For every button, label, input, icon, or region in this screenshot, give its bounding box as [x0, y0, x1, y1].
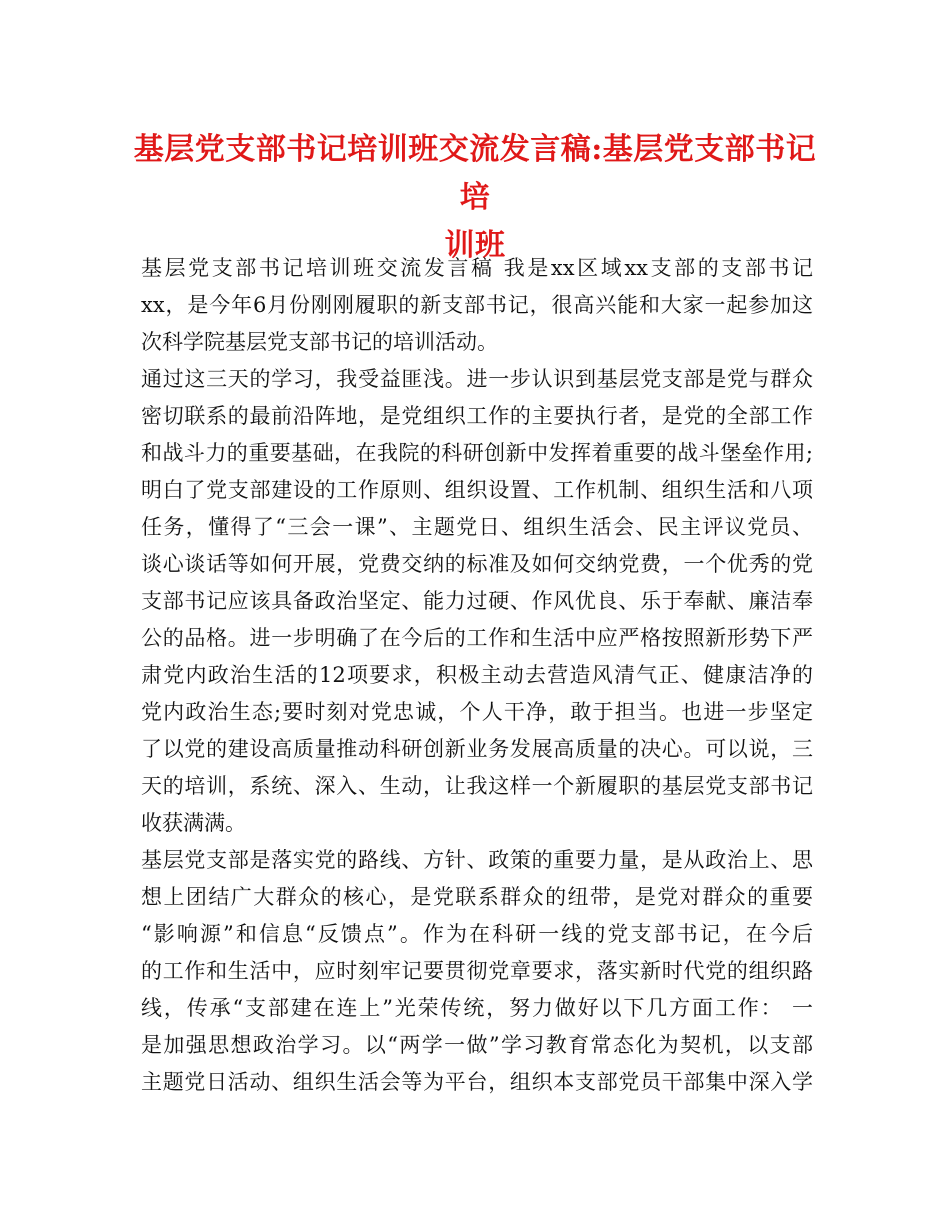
body-line: 了以党的建设高质量推动科研创新业务发展高质量的决心。可以说，三 [141, 737, 813, 761]
body-line: “影响源”和信息“反馈点”。作为在科研一线的党支部书记，在今后 [141, 922, 813, 946]
body-line: 主题党日活动、组织生活会等为平台，组织本支部党员干部集中深入学 [141, 1070, 813, 1094]
body-line: 通过这三天的学习，我受益匪浅。进一步认识到基层党支部是党与群众 [141, 367, 813, 391]
body-line: 天的培训，系统、深入、生动，让我这样一个新履职的基层党支部书记 [141, 774, 813, 798]
body-line: 公的品格。进一步明确了在今后的工作和生活中应严格按照新形势下严 [141, 626, 813, 650]
body-line: 想上团结广大群众的核心，是党联系群众的纽带，是党对群众的重要 [141, 885, 813, 909]
title-line-2: 训班 [444, 228, 506, 263]
body-line: 党内政治生态;要时刻对党忠诚，个人干净，敢于担当。也进一步坚定 [141, 700, 813, 724]
body-line: 基层党支部是落实党的路线、方针、政策的重要力量，是从政治上、思 [141, 848, 813, 872]
body-line: 基层党支部书记培训班交流发言稿 我是xx区域xx支部的支部书记 [141, 256, 813, 280]
body-line: 明白了党支部建设的工作原则、组织设置、工作机制、组织生活和八项 [141, 478, 813, 502]
body-line: 任务，懂得了“三会一课”、主题党日、组织生活会、民主评议党员、 [141, 515, 813, 539]
body-line: 是加强思想政治学习。以“两学一做”学习教育常态化为契机，以支部 [141, 1033, 813, 1057]
body-line: 密切联系的最前沿阵地，是党组织工作的主要执行者，是党的全部工作 [141, 404, 813, 428]
body-line: 肃党内政治生活的12项要求，积极主动去营造风清气正、健康洁净的 [141, 663, 813, 687]
body-line: 支部书记应该具备政治坚定、能力过硬、作风优良、乐于奉献、廉洁奉 [141, 589, 813, 613]
body-line: 和战斗力的重要基础，在我院的科研创新中发挥着重要的战斗堡垒作用; [141, 441, 813, 465]
body-line: 收获满满。 [141, 811, 246, 835]
title-line-1: 基层党支部书记培训班交流发言稿:基层党支部书记培 [133, 132, 817, 215]
body-line: 谈心谈话等如何开展，党费交纳的标准及如何交纳党费，一个优秀的党 [141, 552, 813, 576]
body-line: 次科学院基层党支部书记的培训活动。 [141, 330, 498, 354]
body-line: 的工作和生活中，应时刻牢记要贯彻党章要求，落实新时代党的组织路 [141, 959, 813, 983]
document-title [120, 126, 830, 270]
body-line: 线，传承“支部建在连上”光荣传统，努力做好以下几方面工作： 一 [141, 996, 813, 1020]
document-body [141, 250, 813, 1101]
body-line: xx，是今年6月份刚刚履职的新支部书记，很高兴能和大家一起参加这 [141, 293, 813, 317]
